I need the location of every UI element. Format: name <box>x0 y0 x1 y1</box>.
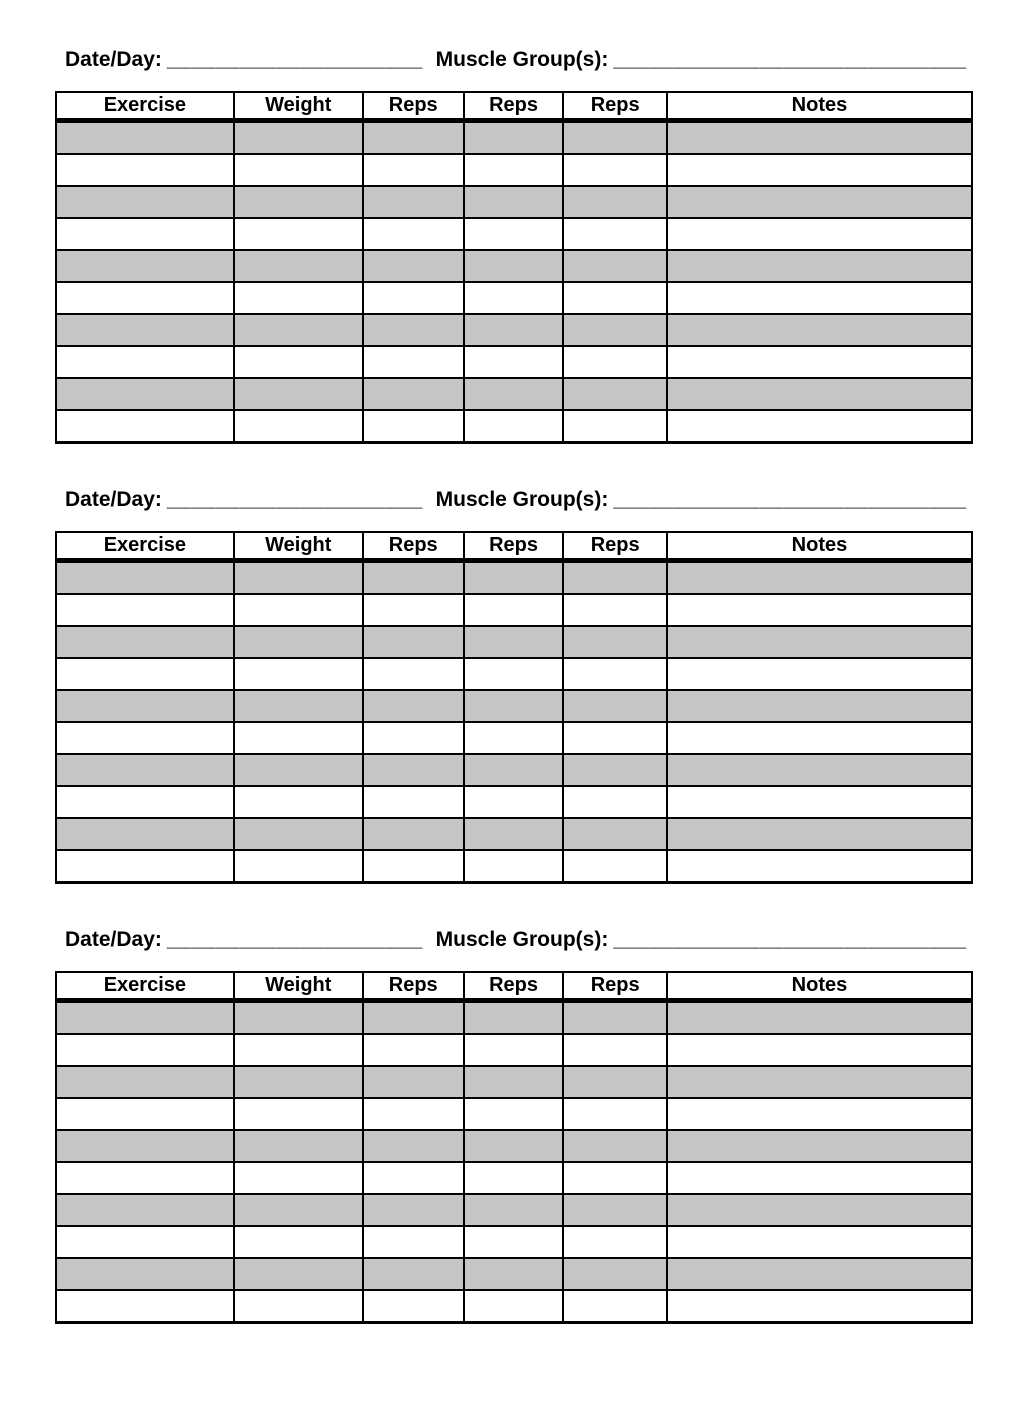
table-cell <box>563 561 667 595</box>
table-row <box>56 1066 972 1098</box>
table-body <box>56 1001 972 1323</box>
table-cell <box>363 561 464 595</box>
table-cell <box>56 1290 234 1323</box>
table-cell <box>234 121 363 155</box>
table-cell <box>667 282 972 314</box>
table-cell <box>667 626 972 658</box>
table-cell <box>667 786 972 818</box>
table-cell <box>56 154 234 186</box>
table-cell <box>234 561 363 595</box>
table-cell <box>667 186 972 218</box>
table-cell <box>563 1290 667 1323</box>
table-cell <box>56 626 234 658</box>
table-cell <box>363 754 464 786</box>
section-heading <box>65 486 973 513</box>
table-row <box>56 186 972 218</box>
table-cell <box>464 626 564 658</box>
date-day-blank: _____________________ <box>166 48 423 71</box>
table-cell <box>563 186 667 218</box>
col-header-exercise: Exercise <box>56 972 234 1001</box>
table-cell <box>667 346 972 378</box>
table-cell <box>363 850 464 883</box>
table-cell <box>464 1194 564 1226</box>
table-cell <box>563 121 667 155</box>
table-cell <box>667 154 972 186</box>
table-cell <box>563 410 667 443</box>
muscle-group-blank: _____________________________ <box>613 928 967 951</box>
table-cell <box>363 1162 464 1194</box>
col-header-reps-1: Reps <box>363 972 464 1001</box>
table-cell <box>363 786 464 818</box>
table-cell <box>464 378 564 410</box>
table-cell <box>563 658 667 690</box>
table-cell <box>563 1066 667 1098</box>
table-cell <box>363 722 464 754</box>
table-cell <box>464 1162 564 1194</box>
table-cell <box>363 1194 464 1226</box>
table-cell <box>56 850 234 883</box>
section-heading <box>65 926 973 953</box>
table-row <box>56 154 972 186</box>
table-cell <box>234 250 363 282</box>
table-cell <box>363 1258 464 1290</box>
table-cell <box>667 410 972 443</box>
table-cell <box>464 410 564 443</box>
table-cell <box>56 1034 234 1066</box>
table-cell <box>464 690 564 722</box>
table-row <box>56 378 972 410</box>
table-row <box>56 786 972 818</box>
table-cell <box>464 722 564 754</box>
table-cell <box>234 154 363 186</box>
table-cell <box>56 658 234 690</box>
table-cell <box>667 1290 972 1323</box>
workout-log-table <box>55 971 973 1324</box>
table-cell <box>56 1194 234 1226</box>
col-header-exercise: Exercise <box>56 532 234 561</box>
table-cell <box>667 690 972 722</box>
table-row <box>56 282 972 314</box>
table-cell <box>363 1226 464 1258</box>
table-cell <box>363 154 464 186</box>
table-row <box>56 1162 972 1194</box>
table-cell <box>234 1034 363 1066</box>
date-day-label: Date/Day: <box>65 928 162 951</box>
table-cell <box>563 218 667 250</box>
table-cell <box>363 1098 464 1130</box>
table-cell <box>363 250 464 282</box>
table-row <box>56 1226 972 1258</box>
col-header-reps-3: Reps <box>563 532 667 561</box>
table-cell <box>563 154 667 186</box>
table-cell <box>563 314 667 346</box>
table-row <box>56 1290 972 1323</box>
table-cell <box>667 722 972 754</box>
table-cell <box>56 818 234 850</box>
muscle-group-label: Muscle Group(s): <box>435 48 609 71</box>
workout-log-section-1 <box>55 46 973 444</box>
table-cell <box>56 561 234 595</box>
table-row <box>56 850 972 883</box>
table-cell <box>563 1034 667 1066</box>
col-header-reps-1: Reps <box>363 92 464 121</box>
table-cell <box>464 1258 564 1290</box>
table-cell <box>234 722 363 754</box>
table-cell <box>56 786 234 818</box>
table-cell <box>234 594 363 626</box>
table-cell <box>56 1258 234 1290</box>
table-cell <box>234 346 363 378</box>
table-cell <box>563 786 667 818</box>
table-row <box>56 818 972 850</box>
col-header-exercise: Exercise <box>56 92 234 121</box>
table-cell <box>56 1226 234 1258</box>
table-cell <box>667 1162 972 1194</box>
table-cell <box>363 626 464 658</box>
table-cell <box>234 314 363 346</box>
table-cell <box>234 1258 363 1290</box>
table-cell <box>464 818 564 850</box>
table-cell <box>56 282 234 314</box>
table-cell <box>363 690 464 722</box>
table-cell <box>363 594 464 626</box>
table-cell <box>464 658 564 690</box>
table-cell <box>563 1258 667 1290</box>
table-cell <box>667 594 972 626</box>
col-header-weight: Weight <box>234 532 363 561</box>
table-cell <box>234 626 363 658</box>
table-cell <box>464 186 564 218</box>
table-cell <box>667 1034 972 1066</box>
table-cell <box>56 1098 234 1130</box>
table-row <box>56 1130 972 1162</box>
table-cell <box>563 722 667 754</box>
table-cell <box>464 346 564 378</box>
header-row <box>56 532 972 561</box>
table-cell <box>56 378 234 410</box>
table-cell <box>56 594 234 626</box>
table-cell <box>464 561 564 595</box>
table-cell <box>56 1162 234 1194</box>
table-cell <box>363 378 464 410</box>
table-cell <box>56 754 234 786</box>
table-cell <box>234 690 363 722</box>
col-header-notes: Notes <box>667 972 972 1001</box>
table-row <box>56 250 972 282</box>
table-body <box>56 561 972 883</box>
table-cell <box>234 1162 363 1194</box>
table-cell <box>563 626 667 658</box>
table-cell <box>563 1194 667 1226</box>
table-cell <box>234 1098 363 1130</box>
col-header-reps-2: Reps <box>464 532 564 561</box>
table-cell <box>563 690 667 722</box>
table-cell <box>363 1001 464 1035</box>
table-row <box>56 722 972 754</box>
table-cell <box>234 186 363 218</box>
table-cell <box>363 121 464 155</box>
table-cell <box>56 1001 234 1035</box>
table-cell <box>234 1226 363 1258</box>
table-cell <box>56 346 234 378</box>
date-day-blank: _____________________ <box>166 928 423 951</box>
table-cell <box>363 818 464 850</box>
table-cell <box>363 218 464 250</box>
table-cell <box>56 410 234 443</box>
table-cell <box>563 282 667 314</box>
table-cell <box>234 850 363 883</box>
table-cell <box>667 1098 972 1130</box>
table-cell <box>563 1001 667 1035</box>
table-cell <box>234 1130 363 1162</box>
table-cell <box>56 690 234 722</box>
table-row <box>56 410 972 443</box>
table-cell <box>464 1130 564 1162</box>
table-cell <box>563 250 667 282</box>
table-row <box>56 1034 972 1066</box>
table-cell <box>234 1066 363 1098</box>
table-row <box>56 1194 972 1226</box>
table-row <box>56 754 972 786</box>
table-row <box>56 218 972 250</box>
table-cell <box>56 1066 234 1098</box>
table-row <box>56 1258 972 1290</box>
table-cell <box>234 754 363 786</box>
col-header-weight: Weight <box>234 972 363 1001</box>
table-cell <box>667 1130 972 1162</box>
table-cell <box>667 378 972 410</box>
table-cell <box>363 658 464 690</box>
table-row <box>56 658 972 690</box>
table-cell <box>363 282 464 314</box>
table-cell <box>234 1194 363 1226</box>
table-row <box>56 121 972 155</box>
table-cell <box>464 250 564 282</box>
table-cell <box>563 818 667 850</box>
table-cell <box>464 121 564 155</box>
col-header-reps-3: Reps <box>563 92 667 121</box>
table-cell <box>563 754 667 786</box>
date-day-label: Date/Day: <box>65 488 162 511</box>
col-header-reps-2: Reps <box>464 92 564 121</box>
table-cell <box>234 1001 363 1035</box>
col-header-reps-3: Reps <box>563 972 667 1001</box>
table-cell <box>234 378 363 410</box>
table-cell <box>234 818 363 850</box>
table-row <box>56 594 972 626</box>
muscle-group-label: Muscle Group(s): <box>435 928 609 951</box>
col-header-weight: Weight <box>234 92 363 121</box>
table-cell <box>464 754 564 786</box>
table-cell <box>667 1066 972 1098</box>
table-cell <box>563 594 667 626</box>
table-cell <box>667 754 972 786</box>
table-cell <box>667 1001 972 1035</box>
workout-log-table <box>55 91 973 444</box>
section-heading <box>65 46 973 73</box>
table-cell <box>667 1194 972 1226</box>
table-cell <box>464 850 564 883</box>
col-header-reps-1: Reps <box>363 532 464 561</box>
table-cell <box>363 186 464 218</box>
table-cell <box>667 561 972 595</box>
table-row <box>56 1098 972 1130</box>
table-cell <box>563 1226 667 1258</box>
table-cell <box>667 250 972 282</box>
header-row <box>56 92 972 121</box>
table-cell <box>363 410 464 443</box>
col-header-notes: Notes <box>667 92 972 121</box>
table-cell <box>363 314 464 346</box>
table-cell <box>563 346 667 378</box>
table-cell <box>563 1098 667 1130</box>
table-cell <box>667 850 972 883</box>
table-cell <box>563 1162 667 1194</box>
table-cell <box>667 818 972 850</box>
table-cell <box>234 658 363 690</box>
table-cell <box>563 378 667 410</box>
table-cell <box>464 1226 564 1258</box>
table-cell <box>464 282 564 314</box>
header-row <box>56 972 972 1001</box>
table-cell <box>56 186 234 218</box>
table-cell <box>667 1258 972 1290</box>
table-row <box>56 346 972 378</box>
table-cell <box>464 786 564 818</box>
date-day-label: Date/Day: <box>65 48 162 71</box>
table-cell <box>563 1130 667 1162</box>
table-body <box>56 121 972 443</box>
table-cell <box>234 410 363 443</box>
workout-log-section-2 <box>55 486 973 884</box>
workout-log-table <box>55 531 973 884</box>
table-cell <box>464 1034 564 1066</box>
table-cell <box>464 1001 564 1035</box>
table-cell <box>363 1066 464 1098</box>
table-cell <box>363 346 464 378</box>
table-cell <box>464 218 564 250</box>
table-cell <box>667 314 972 346</box>
table-cell <box>56 250 234 282</box>
table-cell <box>234 282 363 314</box>
workout-log-section-3 <box>55 926 973 1324</box>
table-cell <box>563 850 667 883</box>
table-row <box>56 690 972 722</box>
table-cell <box>464 1098 564 1130</box>
table-cell <box>56 722 234 754</box>
table-row <box>56 1001 972 1035</box>
col-header-notes: Notes <box>667 532 972 561</box>
table-cell <box>234 218 363 250</box>
table-row <box>56 561 972 595</box>
table-cell <box>56 314 234 346</box>
table-cell <box>667 218 972 250</box>
table-cell <box>667 658 972 690</box>
table-cell <box>667 1226 972 1258</box>
muscle-group-blank: _____________________________ <box>613 488 967 511</box>
muscle-group-label: Muscle Group(s): <box>435 488 609 511</box>
col-header-reps-2: Reps <box>464 972 564 1001</box>
date-day-blank: _____________________ <box>166 488 423 511</box>
table-cell <box>363 1130 464 1162</box>
table-cell <box>56 218 234 250</box>
table-cell <box>56 1130 234 1162</box>
muscle-group-blank: _____________________________ <box>613 48 967 71</box>
table-cell <box>464 314 564 346</box>
table-cell <box>464 154 564 186</box>
table-cell <box>234 786 363 818</box>
table-cell <box>363 1290 464 1323</box>
table-row <box>56 314 972 346</box>
table-row <box>56 626 972 658</box>
table-cell <box>56 121 234 155</box>
table-cell <box>464 1290 564 1323</box>
table-cell <box>234 1290 363 1323</box>
table-cell <box>464 594 564 626</box>
table-cell <box>464 1066 564 1098</box>
table-cell <box>363 1034 464 1066</box>
table-cell <box>667 121 972 155</box>
